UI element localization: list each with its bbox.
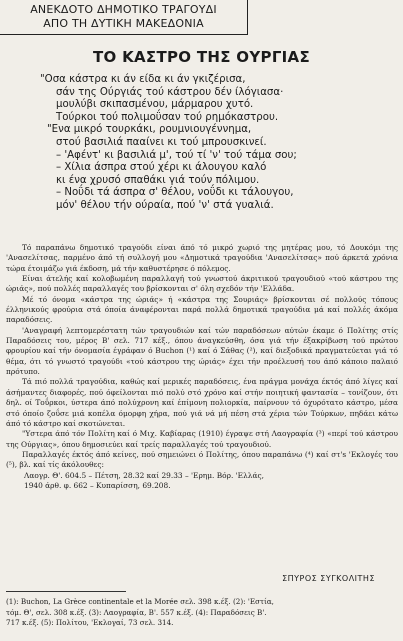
poem-line: – Χίλια άσπρα στού χέρι κι άλουγου καλό [56,162,267,174]
article-body [6,243,398,491]
poem-line: μόν' θέλου τήν ούραία, πού 'ν' στά γυαλιά. [56,199,274,211]
references-line-1: Λαογρ. Θ'. 604.5 – Πέτση, 28.32 καί 29.33 – 'Ερημ. Βόρ. 'Ελλάς, [24,470,264,480]
footnote-line: 717 κ.έξ. (5): Πολίτου, 'Εκλογαί, 73 σελ. 314. [6,618,174,627]
footnote-line: (1): Buchon, La Grèce continentale et la Morée σελ. 398 κ.έξ. (2): 'Εστία, [6,597,274,606]
paragraph-7: Παραλλαγές έκτός άπό κείνες, πού σημειώνει ό Πολίτης, όπου παραπάνω (⁴) καί στ's 'Εκλογές του (⁵), βλ. καί τίς άκόλουθες: [6,449,398,470]
footnotes [6,597,398,629]
poem-line: Τούρκοι τού πολιμοΰσαν τού ρημόκαστρου. [56,111,279,123]
header-line-1: ΑΝΕΚΔΟΤΟ ΔΗΜΟΤΙΚΟ ΤΡΑΓΟΥΔΙ [30,3,217,16]
paragraph-6: "Υστερα άπό τόν Πολίτη καί ό Μιχ. Καβίαρας (1910) έγραψε στή Λαογραφία (³) «περί τού κάστρου της Ούργιας», όπου δημοσιεύει καί τρείς παραλλαγές τού τραγουδιού. [6,429,398,449]
poem-line: μουλύβι σκιπασμένου, μάρμαρου χυτό. [56,99,254,111]
footnote-line: τόμ. Θ', σελ. 308 κ.έξ. (3): Λαογραφία, Β'. 557 κ.έξ. (4): Παραδόσεις Β'. [6,607,267,617]
poem-verses [40,74,400,213]
footnotes-divider [6,591,126,592]
poem-line: "Οσα κάστρα κι άν είδα κι άν γκιζέρισα, [40,74,246,85]
paragraph-5: Τά πιό πολλά τραγούδια, καθώς καί μερικές παραδόσεις, ένα πράγμα μονάχα έκτός άπό λίγες καί άσήμαντες διαφορές, πού όφείλονται πιό πολύ στό χρόνο καί στήν ποιητική φαντασία – τονίζουν, ότι δηλ. οί Τοΰρκοι, ύστερα άπό πολύχρονη καί έπίμονη πολιορκία, παίρνουν τό όχυρότατο κάστρο, μέσα στό όποίο ζοΰσε μιά κοπέλα όμορφη χήρα, πού γιά νά μή πέση στά χέρια τών Τούρκων, πηδάει κάτω άπό τό κάστρο καί σκοτώνεται. [6,377,398,428]
paragraph-1: Τό παραπάνω δημοτικό τραγούδι είναι άπό τό μικρό χωριό της μητέρας μου, τό Δουκόμι της 'Ανασελίτσας, παρμένο άπό τή συλλογή μου «Δημοτικά τραγούδια 'Ανασελίτσας» πού άρκετά χρόνια τώρα έτοιμάζω γιά έκδοση, μά τήν καθυστέρησε ό πόλεμος. [6,243,398,273]
paragraph-2: Είναι άτελής καί κολοβωμένη παραλλαγή τού γνωστού άκριτικού τραγουδιού «τού κάστρου της ώριάς», πού πολλές παραλλαγές του βρίσκονται σ' όλη σχεδόν τήν 'Ελλάδα. [6,274,398,294]
article-title: ΤΟ ΚΑΣΤΡΟ ΤΗΣ ΟΥΡΓΙΑΣ [92,48,311,66]
author-signature: ΣΠΥΡΟΣ ΣΥΓΚΟΛΙΤΗΣ [282,574,375,583]
poem-line: κι ένα χρυσό σπαθάκι γιά τούν πόλιμου. [56,174,260,186]
poem-line: "Ενα μικρό τουρκάκι, ρουμνιουγέννημα, [47,124,252,136]
poem-line: – Νοΰδι τά άσπρα σ' θέλου, νοΰδι κι τάλουγου, [56,187,294,199]
poem-line: στού βασιλιά πααίνει κι τού μπρουσκινεί. [56,136,267,148]
poem-line: σάν της Ούργιάς τού κάστρου δέν ίλόγιασα· [56,86,284,98]
paragraph-4: 'Αναγραφή λεπτομερέστατη τών τραγουδιών καί τών παραδόσεων αύτών έκαμε ό Πολίτης στίς Παραδόσεις του, μέρος Β' σελ. 717 κέξ., όπου άναγκεύσθη, όσα γιά τήν έξακρίβωση τού πρώτου φρουρίου καί τήν όνομασία έγράφαν ό Buchon (¹) καί ό Σάθας (²), καί διεξοδικά πραγματεύεται γιά τό θέμα, ότι τό γνωστό τραγούδι «τού κάστρου της ώριάς» έχει τήν προέλευσή του άπό κάποιο παλαιό πρότυπο. [6,325,398,377]
poem-line: – 'Αφέντ' κι βασιλιά μ', τού τί 'ν' τού τάμα σου; [56,149,297,161]
header-line-2: ΑΠΟ ΤΗ ΔΥΤΙΚΗ ΜΑΚΕΔΟΝΙΑ [43,17,204,30]
section-header-box [0,0,248,35]
references-line-2: 1940 άρθ. φ. 662 – Κυπαρίσση, 69.208. [24,480,171,490]
paragraph-3: Μέ τό όνομα «κάστρα της ώριάς» ή «κάστρα της Σουριάς» βρίσκονται σέ πολλούς τόπους έλληνικούς φρούρια στά όποία άναφέρονται παρά πολλά δημοτικά τραγούδια μά καί πολλές άκόμα παραδόσεις. [6,294,398,325]
